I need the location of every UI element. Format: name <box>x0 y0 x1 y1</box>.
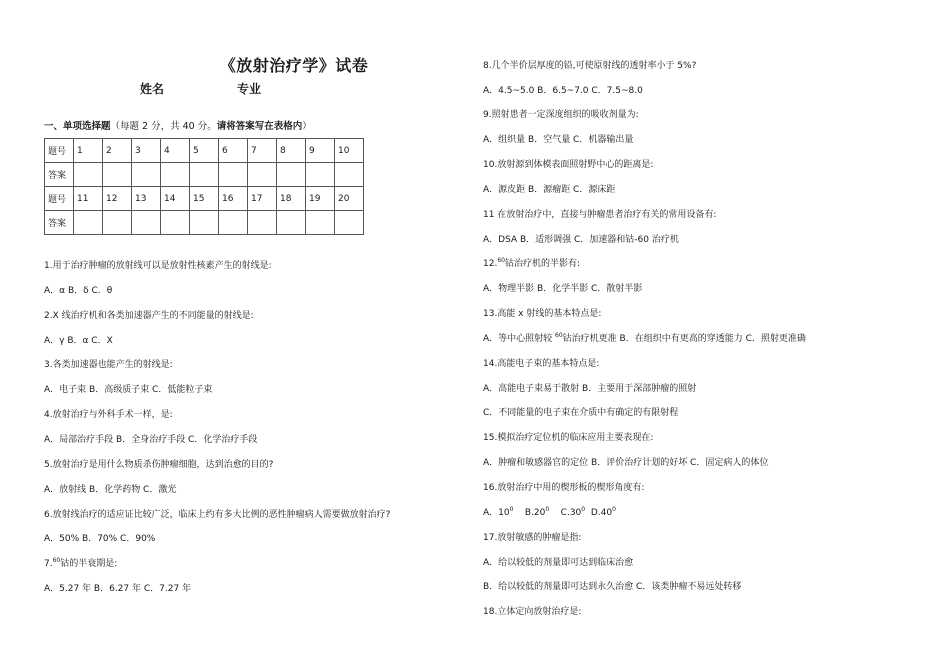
question-number: 20 <box>335 187 364 211</box>
answer-label: 答案 <box>45 163 74 187</box>
table-row <box>45 187 364 211</box>
question-body: 钴的半衰期是: <box>60 559 118 569</box>
degree-superscript: 0 <box>581 506 586 513</box>
question-number-label: 题号 <box>45 139 74 163</box>
question-text: 1.用于治疗肿瘤的放射线可以是放射性核素产生的射线是: <box>44 261 272 271</box>
major-label: 专业 <box>237 82 262 96</box>
option-d: D.40 <box>590 508 613 518</box>
section-prefix: 一、单项选择题 <box>44 121 111 132</box>
option-b: B.20 <box>524 508 546 518</box>
question-text: 3.各类加速器也能产生的射线是: <box>44 360 173 370</box>
question-number: 16 <box>219 187 248 211</box>
question-number: 17 <box>248 187 277 211</box>
question-number: 12 <box>103 187 132 211</box>
question-body: 钴治疗机的半影有: <box>504 259 581 269</box>
answer-cell[interactable] <box>219 211 248 235</box>
exam-title: 《放射治疗学》试卷 <box>219 56 369 75</box>
question-number-label: 题号 <box>45 187 74 211</box>
answer-cell[interactable] <box>74 211 103 235</box>
answer-cell[interactable] <box>161 211 190 235</box>
question-number: 19 <box>306 187 335 211</box>
question-number: 6 <box>219 139 248 163</box>
question-number: 13 <box>132 187 161 211</box>
question-text: 18.立体定向放射治疗是: <box>483 607 582 617</box>
question-text: 13.高能 x 射线的基本特点是: <box>483 309 602 319</box>
isotope-superscript: 60 <box>497 257 505 264</box>
question-text: 15.模拟治疗定位机的临床应用主要表现在: <box>483 433 654 443</box>
question-text: 4.放射治疗与外科手术一样，是: <box>44 410 173 420</box>
answer-options: A．局部治疗手段 B．全身治疗手段 C．化学治疗手段 <box>44 435 258 445</box>
question-number-prefix: 7. <box>44 559 53 569</box>
answer-cell[interactable] <box>248 163 277 187</box>
answer-options: A．肿瘤和敏感器官的定位 B．评价治疗计划的好坏 C．固定病人的体位 <box>483 458 769 468</box>
answer-options: A．DSA B．适形调强 C．加速器和钴-60 治疗机 <box>483 235 679 245</box>
answer-options: A．放射线 B．化学药物 C．激光 <box>44 485 177 495</box>
answer-options: A．α B．δ C．θ <box>44 286 113 296</box>
question-number: 1 <box>74 139 103 163</box>
question-number: 18 <box>277 187 306 211</box>
question-number: 15 <box>190 187 219 211</box>
answer-cell[interactable] <box>74 163 103 187</box>
question-number-prefix: 12. <box>483 259 498 269</box>
answer-options: C．不同能量的电子束在介质中有确定的有限射程 <box>483 408 679 418</box>
answer-label: 答案 <box>45 211 74 235</box>
question-text: 17.放射敏感的肿瘤是指: <box>483 533 582 543</box>
answer-cell[interactable] <box>277 211 306 235</box>
answer-options: A．物理半影 B．化学半影 C．散射半影 <box>483 284 643 294</box>
isotope-superscript: 60 <box>555 332 563 339</box>
answer-options <box>483 505 616 518</box>
table-row <box>45 211 364 235</box>
answer-cell[interactable] <box>335 211 364 235</box>
question-number: 4 <box>161 139 190 163</box>
question-number: 2 <box>103 139 132 163</box>
table-row <box>45 163 364 187</box>
answer-options: A．4.5~5.0 B．6.5~7.0 C．7.5~8.0 <box>483 86 643 96</box>
question-text: 6.放射线治疗的适应证比较广泛，临床上约有多大比例的恶性肿瘤病人需要做放射治疗? <box>44 510 391 520</box>
answer-cell[interactable] <box>277 163 306 187</box>
option-rest: 钴治疗机更准 B．在组织中有更高的穿透能力 C．照射更准确 <box>562 334 806 344</box>
question-text: 14.高能电子束的基本特点是: <box>483 359 600 369</box>
question-number: 9 <box>306 139 335 163</box>
question-number: 5 <box>190 139 219 163</box>
answer-cell[interactable] <box>306 211 335 235</box>
option-a: A．等中心照射较 <box>483 334 556 344</box>
answer-cell[interactable] <box>161 163 190 187</box>
question-text <box>44 556 117 569</box>
answer-cell[interactable] <box>335 163 364 187</box>
question-number: 3 <box>132 139 161 163</box>
answer-cell[interactable] <box>219 163 248 187</box>
question-text <box>483 256 580 269</box>
answer-options: B．给以较低的剂量即可达到永久治愈 C．该类肿瘤不易远处转移 <box>483 582 742 592</box>
answer-cell[interactable] <box>248 211 277 235</box>
question-text: 16.放射治疗中用的楔形板的楔形角度有: <box>483 483 645 493</box>
answer-options: A．5.27 年 B．6.27 年 C．7.27 年 <box>44 584 192 594</box>
question-number: 7 <box>248 139 277 163</box>
answer-options: A．高能电子束易于散射 B．主要用于深部肿瘤的照射 <box>483 384 697 394</box>
section-instruction: 请将答案写在表格内 <box>216 121 303 132</box>
degree-superscript: 0 <box>612 506 616 513</box>
option-a: A．10 <box>483 508 510 518</box>
question-number: 11 <box>74 187 103 211</box>
answer-table <box>44 138 364 235</box>
question-text: 5.放射治疗是用什么物质杀伤肿瘤细胞，达到治愈的目的? <box>44 460 274 470</box>
question-text: 11 在放射治疗中，直接与肿瘤患者治疗有关的常用设备有: <box>483 210 717 220</box>
name-label: 姓名 <box>140 82 165 96</box>
answer-options <box>483 331 806 344</box>
answer-options: A．组织量 B．空气量 C．机器输出量 <box>483 135 634 145</box>
section-suffix: ） <box>302 121 312 132</box>
question-number: 14 <box>161 187 190 211</box>
question-text: 10.放射源到体模表面照射野中心的距离是: <box>483 160 654 170</box>
answer-cell[interactable] <box>132 211 161 235</box>
answer-options: A．50% B．70% C．90% <box>44 534 156 544</box>
answer-cell[interactable] <box>103 163 132 187</box>
degree-superscript: 0 <box>545 506 550 513</box>
degree-superscript: 0 <box>509 506 514 513</box>
question-text: 9.照射患者一定深度组织的吸收剂量为: <box>483 110 639 120</box>
section-note: （每题 2 分，共 40 分。 <box>110 121 217 132</box>
table-row <box>45 139 364 163</box>
answer-options: A．给以较低的剂量即可达到临床治愈 <box>483 558 634 568</box>
question-number: 8 <box>277 139 306 163</box>
answer-options: A．源皮距 B．源瘤距 C．源床距 <box>483 185 616 195</box>
answer-cell[interactable] <box>132 163 161 187</box>
answer-cell[interactable] <box>103 211 132 235</box>
isotope-superscript: 60 <box>52 557 61 564</box>
answer-options: A．电子束 B．高级质子束 C．低能粒子束 <box>44 385 213 395</box>
question-number: 10 <box>335 139 364 163</box>
option-c: C.30 <box>560 508 582 518</box>
question-text: 8.几个半价层厚度的铅,可使原射线的透射率小于 5%? <box>483 61 697 71</box>
answer-cell[interactable] <box>190 211 219 235</box>
question-text: 2.X 线治疗机和各类加速器产生的不同能量的射线是: <box>44 311 254 321</box>
answer-cell[interactable] <box>190 163 219 187</box>
answer-cell[interactable] <box>306 163 335 187</box>
section-heading <box>44 118 312 132</box>
answer-options: A．γ B．α C．X <box>44 336 113 346</box>
